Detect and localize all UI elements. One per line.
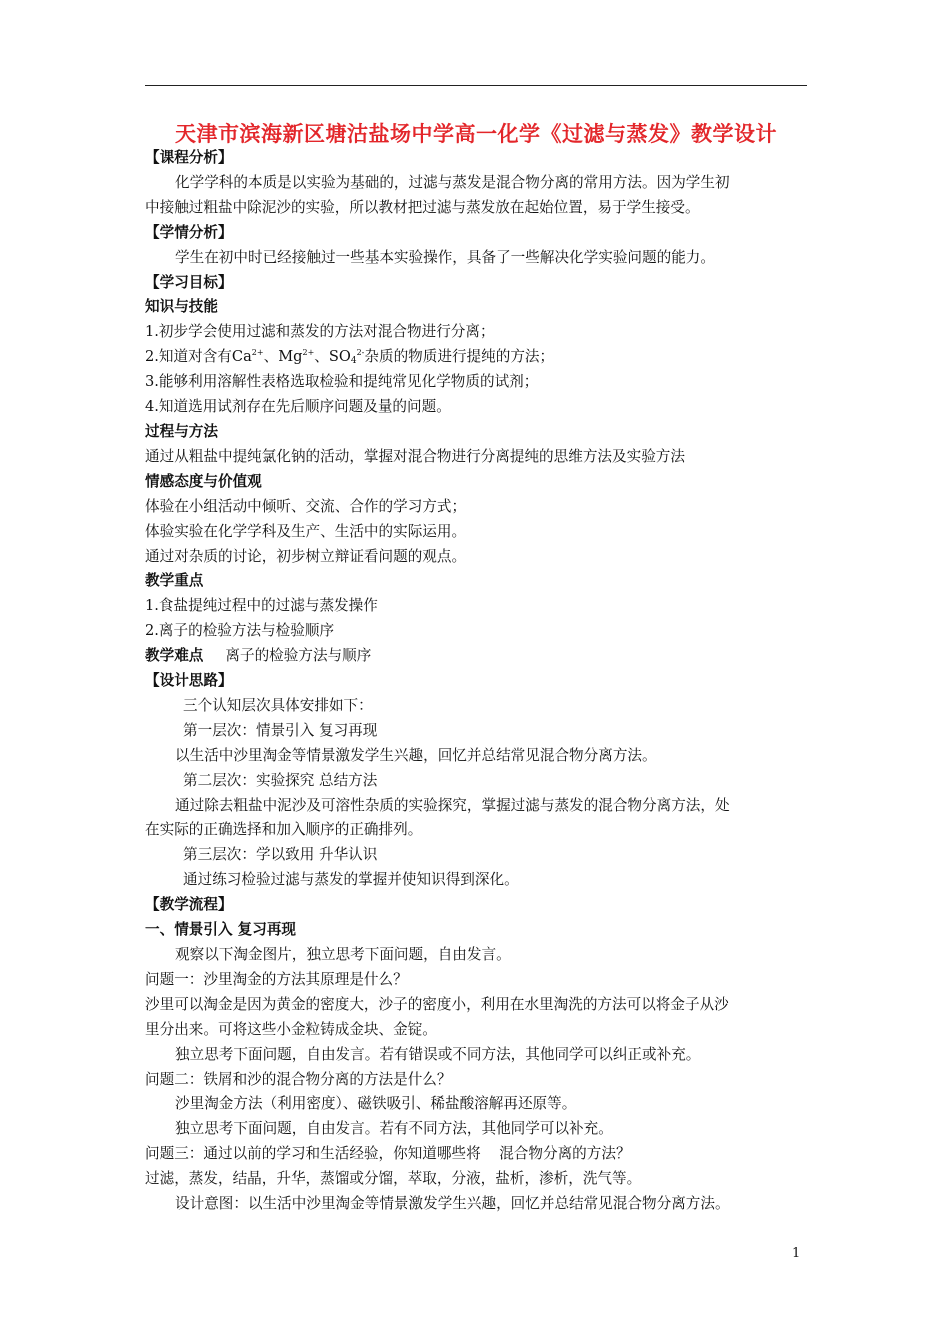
paragraph: 化学学科的本质是以实验为基础的，过滤与蒸发是混合物分离的常用方法。因为学生初	[175, 173, 730, 191]
list-item: 4.知道选用试剂存在先后顺序问题及量的问题。	[145, 398, 451, 416]
paragraph: 通过练习检验过滤与蒸发的掌握并使知识得到深化。	[183, 871, 519, 889]
document-title: 天津市滨海新区塘沽盐场中学高一化学《过滤与蒸发》教学设计	[175, 122, 777, 146]
paragraph: 独立思考下面问题，自由发言。若有错误或不同方法，其他同学可以纠正或补充。	[175, 1045, 701, 1063]
learning-goals-heading: 【学习目标】	[145, 273, 233, 291]
question: 问题二：铁屑和沙的混合物分离的方法是什么？	[145, 1070, 452, 1088]
key-points-heading: 教学重点	[145, 572, 204, 590]
paragraph: 学生在初中时已经接触过一些基本实验操作，具备了一些解决化学实验问题的能力。	[175, 248, 715, 266]
student-analysis-heading: 【学情分析】	[145, 223, 233, 241]
teaching-flow-heading: 【教学流程】	[145, 896, 233, 914]
paragraph: 观察以下淘金图片，独立思考下面问题，自由发言。	[175, 946, 511, 963]
paragraph: 中接触过粗盐中除泥沙的实验，所以教材把过滤与蒸发放在起始位置，易于学生接受。	[145, 198, 700, 216]
answer: 过滤，蒸发，结晶，升华，蒸馏或分馏，萃取，分液，盐析，渗析，洗气等。	[145, 1170, 642, 1188]
ion-subscript: 4	[350, 356, 357, 367]
design-heading: 【设计思路】	[145, 672, 233, 690]
paragraph: 三个认知层次具体安排如下：	[183, 696, 373, 714]
paragraph: 通过从粗盐中提纯氯化钠的活动，掌握对混合物进行分离提纯的思维方法及实验方法	[145, 447, 685, 465]
answer: 沙里淘金方法（利用密度）、磁铁吸引、稀盐酸溶解再还原等。	[175, 1095, 577, 1113]
answer: 沙里可以淘金是因为黄金的密度大，沙子的密度小，利用在水里淘洗的方法可以将金子从沙	[145, 995, 729, 1013]
course-analysis-heading: 【课程分析】	[145, 149, 233, 166]
paragraph: 第二层次：实验探究 总结方法	[183, 771, 378, 789]
separator: 、	[263, 348, 279, 366]
difficulty-heading: 教学难点	[145, 647, 204, 665]
paragraph: 在实际的正确选择和加入顺序的正确排列。	[145, 821, 423, 839]
ion-so4: SO	[328, 348, 351, 366]
ion-charge: 2-	[356, 348, 365, 358]
document-body	[145, 146, 809, 1217]
difficulty-line	[145, 644, 809, 669]
text: 2.知道对含有	[145, 348, 232, 366]
knowledge-skills-heading: 知识与技能	[145, 298, 218, 316]
page-number: 1	[792, 1246, 801, 1261]
paragraph: 体验在小组活动中倾听、交流、合作的学习方式；	[145, 497, 467, 515]
paragraph: 体验实验在化学学科及生产、生活中的实际运用。	[145, 522, 467, 540]
ion-ca: Ca	[231, 348, 252, 366]
paragraph: 独立思考下面问题，自由发言。若有不同方法，其他同学可以补充。	[175, 1120, 613, 1138]
process-methods-heading: 过程与方法	[145, 422, 218, 440]
paragraph: 第一层次：情景引入 复习再现	[183, 721, 378, 739]
list-item: 1.食盐提纯过程中的过滤与蒸发操作	[145, 597, 378, 615]
part1-heading: 一、情景引入 复习再现	[145, 921, 297, 939]
paragraph: 通过对杂质的讨论，初步树立辩证看问题的观点。	[145, 547, 467, 565]
ion-mg: Mg	[278, 348, 303, 366]
ion-charge: 2+	[251, 348, 264, 358]
list-item: 2.离子的检验方法与检验顺序	[145, 622, 335, 640]
separator: 、	[314, 348, 329, 366]
attitude-values-heading: 情感态度与价值观	[145, 472, 262, 490]
paragraph: 通过除去粗盐中泥沙及可溶性杂质的实验探究，掌握过滤与蒸发的混合物分离方法，处	[175, 796, 730, 814]
ion-charge: 2+	[302, 348, 315, 358]
paragraph: 以生活中沙里淘金等情景激发学生兴趣，回忆并总结常见混合物分离方法。	[175, 746, 657, 764]
list-item: 1.初步学会使用过滤和蒸发的方法对混合物进行分离；	[145, 323, 495, 341]
header-rule	[145, 85, 807, 86]
question: 问题三：通过以前的学习和生活经验，你知道哪些将 混合物分离的方法？	[145, 1145, 631, 1163]
difficulty-text: 离子的检验方法与顺序	[225, 647, 372, 665]
question: 问题一：沙里淘金的方法其原理是什么？	[145, 970, 408, 988]
design-intent: 设计意图：以生活中沙里淘金等情景激发学生兴趣，回忆并总结常见混合物分离方法。	[175, 1195, 730, 1213]
paragraph: 第三层次：学以致用 升华认识	[183, 846, 378, 864]
text: 杂质的物质进行提纯的方法；	[364, 348, 555, 366]
answer: 里分出来。可将这些小金粒铸成金块、金锭。	[145, 1020, 437, 1038]
list-item: 3.能够利用溶解性表格选取检验和提纯常见化学物质的试剂；	[145, 373, 539, 391]
list-item	[145, 345, 809, 370]
